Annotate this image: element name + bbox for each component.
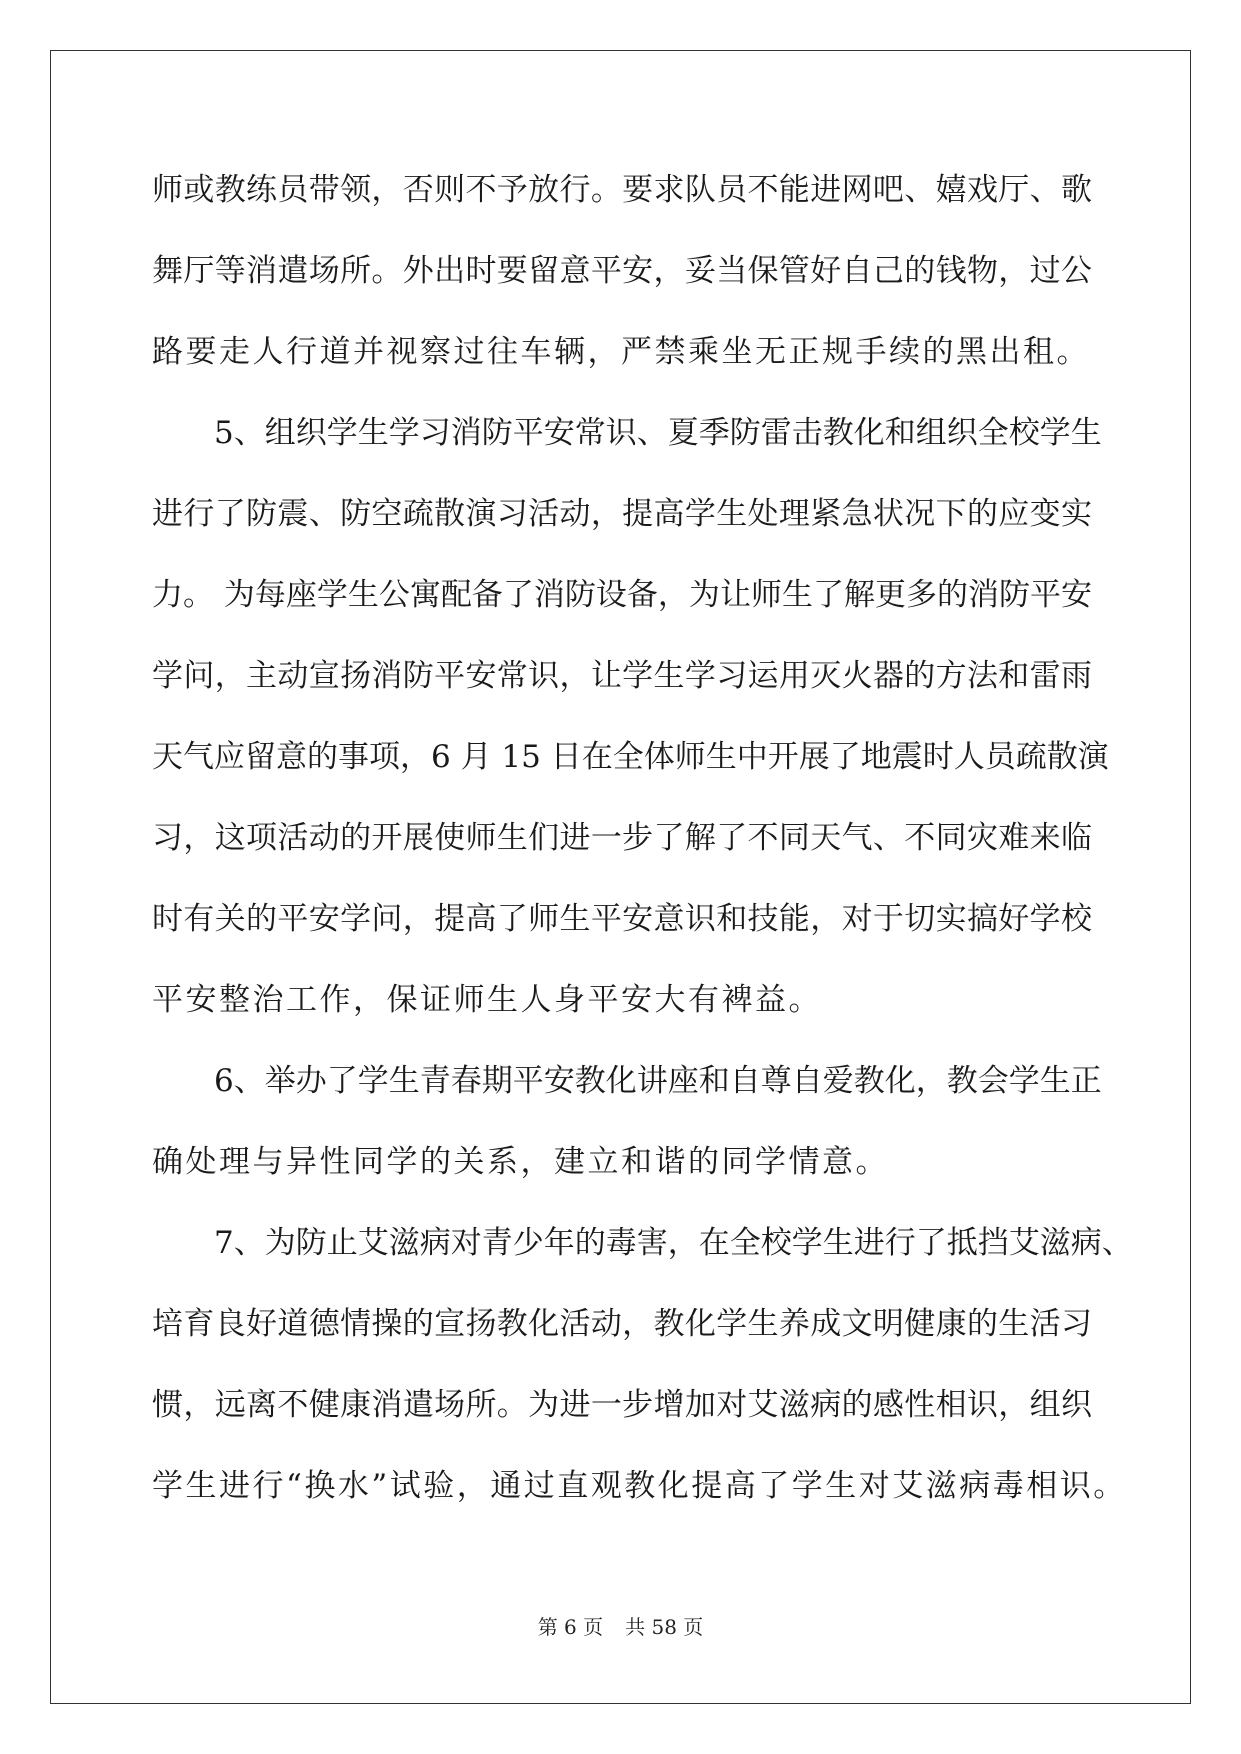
- text-line: 培育良好道德情操的宣扬教化活动，教化学生养成文明健康的生活习: [152, 1306, 1092, 1342]
- text-line: 力。 为每座学生公寓配备了消防设备，为让师生了解更多的消防平安: [152, 577, 1092, 613]
- text-line: 天气应留意的事项，6 月 15 日在全体师生中开展了地震时人员疏散演: [152, 739, 1109, 775]
- text-line: 5、组织学生学习消防平安常识、夏季防雷击教化和组织全校学生: [152, 415, 1102, 451]
- text-line: 7、为防止艾滋病对青少年的毒害，在全校学生进行了抵挡艾滋病、: [152, 1225, 1133, 1261]
- text-line: 平安整治工作，保证师生人身平安大有裨益。: [152, 982, 822, 1018]
- text-line: 学生进行“换水”试验，通过直观教化提高了学生对艾滋病毒相识。: [152, 1468, 1127, 1504]
- page-footer: [0, 1614, 1241, 1640]
- text-line: 路要走人行道并视察过往车辆，严禁乘坐无正规手续的黑出租。: [152, 334, 1090, 370]
- text-line: 舞厅等消遣场所。外出时要留意平安，妥当保管好自己的钱物，过公: [152, 253, 1092, 289]
- text-line: 6、举办了学生青春期平安教化讲座和自尊自爱教化，教会学生正: [152, 1063, 1102, 1099]
- page-total: 共 58 页: [625, 1615, 704, 1639]
- text-line: 确处理与异性同学的关系，建立和谐的同学情意。: [152, 1144, 889, 1180]
- text-line: 进行了防震、防空疏散演习活动，提高学生处理紧急状况下的应变实: [152, 496, 1092, 532]
- text-line: 惯，远离不健康消遣场所。为进一步增加对艾滋病的感性相识，组织: [152, 1387, 1092, 1423]
- text-line: 师或教练员带领，否则不予放行。要求队员不能进网吧、嬉戏厅、歌: [152, 172, 1092, 208]
- text-line: 学问，主动宣扬消防平安常识，让学生学习运用灭火器的方法和雷雨: [152, 658, 1092, 694]
- text-line: 习，这项活动的开展使师生们进一步了解了不同天气、不同灾难来临: [152, 820, 1092, 856]
- page-number: 第 6 页: [537, 1615, 604, 1639]
- text-line: 时有关的平安学问，提高了师生平安意识和技能，对于切实搞好学校: [152, 901, 1092, 937]
- document-body: [152, 155, 1133, 1532]
